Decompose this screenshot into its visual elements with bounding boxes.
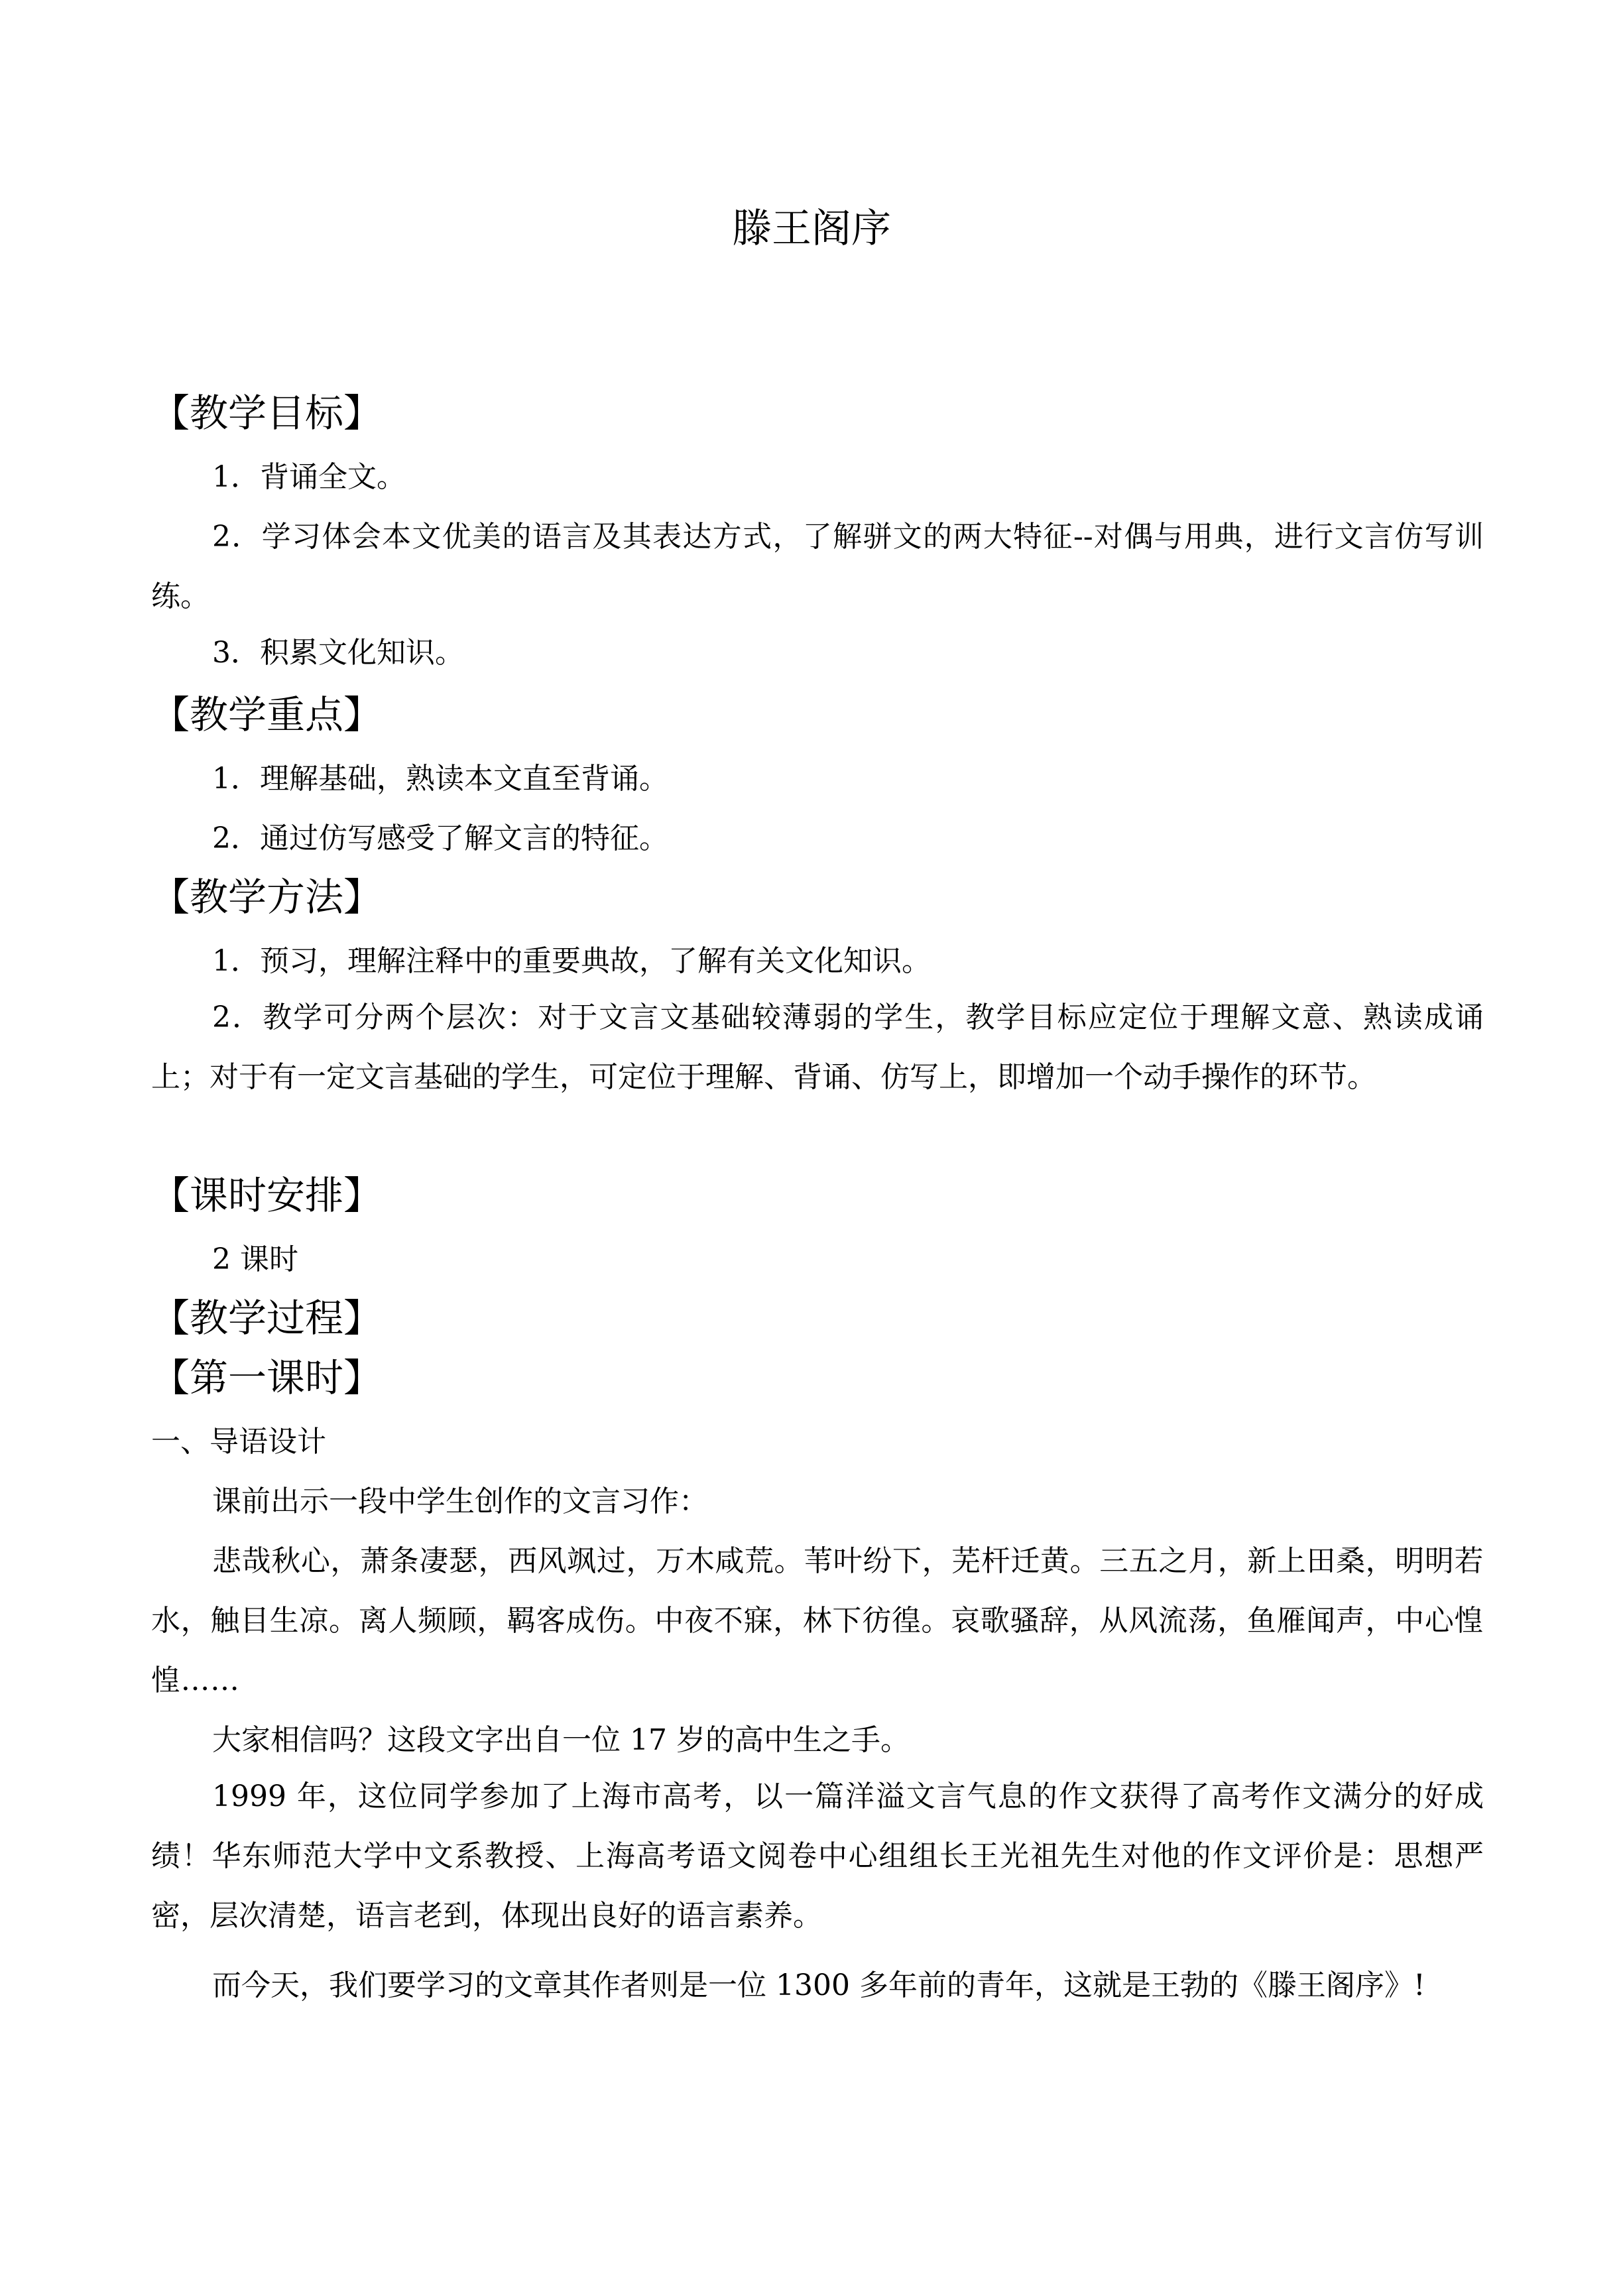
goal-item-1: 1．背诵全文。 [212,460,406,494]
method-item-2: 2．教学可分两个层次：对于文言文基础较薄弱的学生，教学目标应定位于理解文意、熟读成诵上；对于有一定文言基础的学生，可定位于理解、背诵、仿写上，即增加一个动手操作的环节。 [151,1000,1484,1094]
paragraph-1999: 1999 年，这位同学参加了上海市高考，以一篇洋溢文言气息的作文获得了高考作文满分的好成绩！华东师范大学中文系教授、上海高考语文阅卷中心组组长王光祖先生对他的作文评价是：思想严密，层次清楚，语言老到，体现出良好的语言素养。 [151,1780,1484,1933]
method-item-1: 1．预习，理解注释中的重要典故，了解有关文化知识。 [212,944,931,978]
goal-item-3: 3．积累文化知识。 [212,636,464,670]
paragraph-intro: 课前出示一段中学生创作的文言习作： [212,1484,708,1518]
subheading-intro-design: 一、导语设计 [151,1425,326,1459]
paragraph-question: 大家相信吗？这段文字出自一位 17 岁的高中生之手。 [212,1723,910,1757]
heading-key-points: 【教学重点】 [151,692,383,737]
key-point-item-1: 1．理解基础，熟读本文直至背诵。 [212,762,668,796]
key-point-item-2: 2．通过仿写感受了解文言的特征。 [212,821,668,855]
heading-methods: 【教学方法】 [151,875,383,920]
goal-item-2: 2．学习体会本文优美的语言及其表达方式，了解骈文的两大特征--对偶与用典，进行文言仿写训练。 [151,520,1484,613]
heading-teaching-goals: 【教学目标】 [151,391,383,436]
heading-schedule: 【课时安排】 [151,1173,383,1218]
paragraph-student-essay: 悲哉秋心，萧条凄瑟，西风飒过，万木咸荒。苇叶纷下，芜杆迁黄。三五之月，新上田桑，明明若水，触目生凉。离人频顾，羁客成伤。中夜不寐，林下彷徨。哀歌骚辞，从风流荡，鱼雁闻声，中心惶惶…… [151,1544,1484,1697]
document-title: 滕王阁序 [732,206,891,252]
heading-first-lesson: 【第一课时】 [151,1355,383,1400]
paragraph-today: 而今天，我们要学习的文章其作者则是一位 1300 多年前的青年，这就是王勃的《滕王阁序》! [212,1968,1425,2002]
schedule-text: 2 课时 [212,1242,298,1276]
heading-process: 【教学过程】 [151,1296,383,1341]
